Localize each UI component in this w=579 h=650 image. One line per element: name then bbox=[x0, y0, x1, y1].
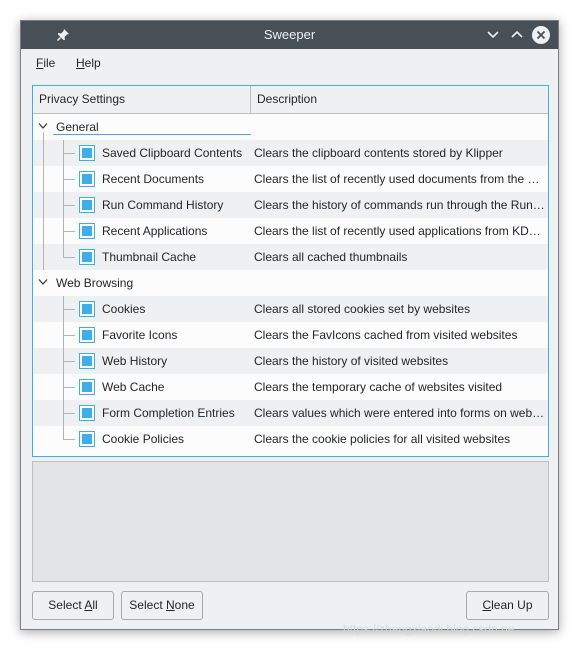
tree-branch-line bbox=[63, 231, 75, 232]
focus-indicator bbox=[53, 134, 251, 135]
item-description: Clears the FavIcons cached from visited websites bbox=[254, 328, 518, 342]
item-label: Web History bbox=[102, 354, 168, 368]
tree-item[interactable] bbox=[33, 218, 548, 244]
item-description: Clears all cached thumbnails bbox=[254, 250, 408, 264]
item-description: Clears the cookie policies for all visited websites bbox=[254, 432, 511, 446]
clean-up-button[interactable]: Clean Up bbox=[466, 591, 549, 620]
item-description: Clears the history of visited websites bbox=[254, 354, 449, 368]
item-label: Cookies bbox=[102, 302, 146, 316]
tree-branch-line bbox=[63, 179, 75, 180]
tree-item[interactable] bbox=[33, 400, 548, 426]
header-description[interactable]: Description bbox=[257, 92, 318, 106]
item-checkbox[interactable] bbox=[79, 431, 95, 447]
select-none-button[interactable]: Select None bbox=[121, 591, 203, 620]
item-label: Recent Documents bbox=[102, 172, 205, 186]
tree-branch-line bbox=[63, 387, 75, 388]
item-description: Clears the history of commands run through the Run… bbox=[254, 198, 545, 212]
item-label: Web Cache bbox=[102, 380, 165, 394]
close-icon[interactable] bbox=[531, 25, 551, 45]
item-checkbox[interactable] bbox=[79, 301, 95, 317]
item-checkbox[interactable] bbox=[79, 197, 95, 213]
sweeper-window bbox=[20, 20, 559, 630]
item-description: Clears the list of recently used applications from KD… bbox=[254, 224, 541, 238]
item-checkbox[interactable] bbox=[79, 353, 95, 369]
minimize-icon[interactable] bbox=[484, 26, 502, 44]
tree-branch-line bbox=[63, 205, 75, 206]
tree-root-line bbox=[43, 132, 44, 270]
item-checkbox[interactable] bbox=[79, 171, 95, 187]
menu-bar bbox=[21, 49, 558, 75]
window-title: Sweeper bbox=[263, 27, 316, 42]
tree-guide-line bbox=[63, 296, 64, 439]
item-checkbox[interactable] bbox=[79, 249, 95, 265]
item-description: Clears the list of recently used documents from the … bbox=[254, 172, 540, 186]
item-label: Thumbnail Cache bbox=[102, 250, 197, 264]
group-label: General bbox=[56, 120, 99, 134]
tree-group[interactable] bbox=[33, 114, 548, 140]
title-bar[interactable] bbox=[21, 21, 558, 49]
select-all-button[interactable]: Select All bbox=[32, 591, 114, 620]
tree-item[interactable] bbox=[33, 322, 548, 348]
tree-branch-line bbox=[63, 439, 75, 440]
item-description: Clears the clipboard contents stored by Klipper bbox=[254, 146, 503, 160]
tree-branch-line bbox=[63, 309, 75, 310]
item-description: Clears all stored cookies set by websites bbox=[254, 302, 471, 316]
maximize-icon[interactable] bbox=[508, 26, 526, 44]
output-panel bbox=[32, 461, 549, 582]
tree-branch-line bbox=[63, 361, 75, 362]
privacy-settings-tree[interactable] bbox=[32, 85, 549, 457]
header-privacy-settings[interactable]: Privacy Settings bbox=[33, 86, 251, 113]
tree-branch-line bbox=[63, 413, 75, 414]
tree-item[interactable] bbox=[33, 348, 548, 374]
item-checkbox[interactable] bbox=[79, 145, 95, 161]
item-checkbox[interactable] bbox=[79, 223, 95, 239]
item-description: Clears the temporary cache of websites visited bbox=[254, 380, 503, 394]
tree-group[interactable] bbox=[33, 270, 548, 296]
item-label: Cookie Policies bbox=[102, 432, 185, 446]
item-checkbox[interactable] bbox=[79, 379, 95, 395]
chevron-down-icon[interactable] bbox=[38, 122, 48, 130]
tree-item[interactable] bbox=[33, 192, 548, 218]
item-label: Form Completion Entries bbox=[102, 406, 235, 420]
item-label: Favorite Icons bbox=[102, 328, 178, 342]
tree-guide-line bbox=[63, 140, 64, 257]
item-label: Recent Applications bbox=[102, 224, 208, 238]
watermark-text: https://zhangxiaodi.blog.csdn.ne bbox=[343, 622, 515, 636]
item-label: Saved Clipboard Contents bbox=[102, 146, 243, 160]
item-checkbox[interactable] bbox=[79, 327, 95, 343]
chevron-down-icon[interactable] bbox=[38, 278, 48, 286]
group-label: Web Browsing bbox=[56, 276, 134, 290]
menu-file[interactable]: File bbox=[36, 56, 56, 70]
tree-item[interactable] bbox=[33, 244, 548, 270]
tree-item[interactable] bbox=[33, 374, 548, 400]
item-label: Run Command History bbox=[102, 198, 224, 212]
tree-branch-line bbox=[63, 257, 75, 258]
tree-item[interactable] bbox=[33, 166, 548, 192]
item-checkbox[interactable] bbox=[79, 405, 95, 421]
tree-header bbox=[33, 86, 548, 114]
tree-item[interactable] bbox=[33, 140, 548, 166]
tree-item[interactable] bbox=[33, 296, 548, 322]
tree-branch-line bbox=[63, 335, 75, 336]
menu-help[interactable]: Help bbox=[76, 56, 101, 70]
tree-item[interactable] bbox=[33, 426, 548, 452]
item-description: Clears values which were entered into forms on web… bbox=[254, 406, 545, 420]
tree-branch-line bbox=[63, 153, 75, 154]
